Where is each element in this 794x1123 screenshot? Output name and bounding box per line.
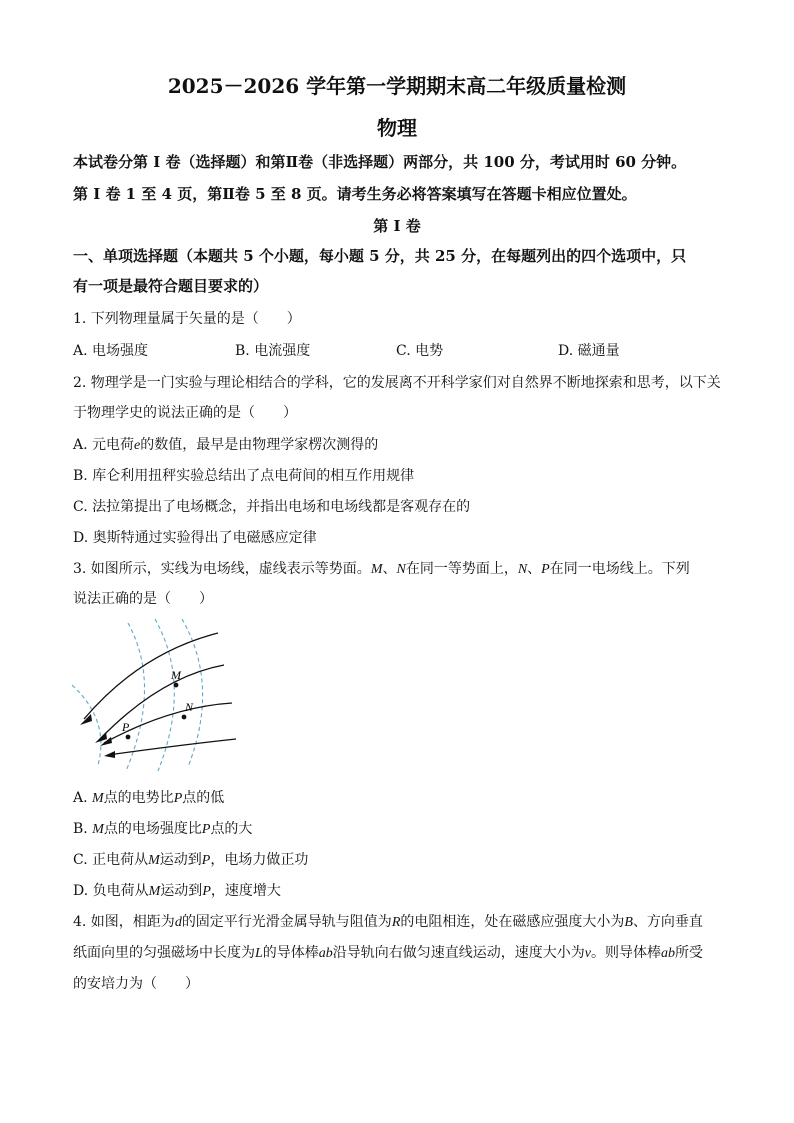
- q2-option-c: C. 法拉第提出了电场概念，并指出电场和电场线都是客观存在的: [73, 499, 471, 515]
- field-line: [100, 665, 224, 739]
- q4-stem-line-1: [73, 911, 703, 931]
- symbol-m: M: [148, 853, 160, 868]
- equipotential-line: [126, 623, 145, 771]
- q1-stem: 1. 下列物理量属于矢量的是（ ）: [73, 311, 301, 327]
- q4-text: 、方向垂直: [632, 914, 703, 930]
- q3-option-b-text-2: 点的电场强度比: [103, 821, 202, 837]
- q4-text: 4. 如图，相距为: [73, 914, 175, 930]
- label-n: N: [185, 700, 194, 714]
- arrowhead: [80, 714, 92, 725]
- symbol-b: B: [624, 915, 633, 930]
- field-lines: [84, 633, 236, 755]
- symbol-m: M: [370, 562, 383, 577]
- q3-text-a: 3. 如图所示，实线为电场线，虚线表示等势面。: [73, 561, 371, 577]
- q3-option-c: [73, 849, 308, 869]
- q4-text: 的导体棒: [262, 945, 319, 961]
- q3-option-d: [73, 880, 281, 900]
- q3-option-c-text-2: 运动到: [159, 852, 202, 868]
- q3-option-b-text-3: 点的大: [210, 821, 253, 837]
- point-n: [182, 715, 187, 720]
- symbol-m: M: [148, 884, 161, 899]
- q2-option-a-text-2: 的数值，最早是由物理学家楞次测得的: [140, 437, 379, 453]
- q4-stem-line-2: [73, 942, 703, 962]
- field-line-arrowheads: [80, 714, 115, 758]
- symbol-m: M: [92, 791, 104, 806]
- q3-option-a-text-3: 点的低: [182, 790, 225, 806]
- q4-text: 的电阻相连，处在磁感应强度大小为: [400, 914, 625, 930]
- section-heading-line-1: 一、单项选择题（本题共 5 个小题，每小题 5 分，共 25 分，在每题列出的四个选项中，只: [73, 247, 687, 265]
- q3-option-b: [73, 818, 252, 838]
- q2-stem-line-2: 于物理学史的说法正确的是（ ）: [73, 405, 297, 421]
- symbol-p: P: [173, 791, 183, 806]
- arrowhead: [104, 751, 115, 758]
- q2-option-a: [73, 434, 378, 454]
- q4-text: 的固定平行光滑金属导轨与阻值为: [181, 914, 392, 930]
- symbol-n: N: [396, 562, 406, 577]
- q3-option-d-text-3: ，速度增大: [210, 883, 281, 899]
- exam-title: 2025－2026 学年第一学期期末高二年级质量检测: [167, 74, 627, 98]
- symbol-n: N: [517, 562, 528, 577]
- symbol-ab: ab: [661, 946, 676, 961]
- q4-text: 所受: [675, 945, 704, 961]
- q1-option-a: A. 电场强度: [73, 343, 149, 359]
- field-line: [108, 739, 236, 755]
- q4-stem-line-3: 的安培力为（ ）: [73, 976, 199, 992]
- subject-title: 物理: [377, 116, 417, 140]
- q1-option-c: C. 电势: [396, 343, 444, 359]
- q4-text: 沿导轨向右做匀速直线运动，速度大小为: [332, 945, 585, 961]
- charge-e-symbol: e: [134, 438, 141, 453]
- symbol-p: P: [202, 884, 211, 899]
- equipotential-line: [72, 685, 101, 765]
- label-m: M: [171, 668, 181, 682]
- q3-text-d: 、: [527, 561, 542, 577]
- q3-text-c: 在同一等势面上，: [405, 561, 518, 577]
- point-p: [126, 735, 131, 740]
- q3-stem-line-2: 说法正确的是（ ）: [73, 591, 213, 607]
- part-label: 第 I 卷: [373, 217, 421, 235]
- label-p: P: [122, 720, 130, 734]
- q3-option-d-text-2: 运动到: [160, 883, 203, 899]
- q3-option-d-text: D. 负电荷从: [73, 883, 149, 899]
- q2-stem-line-1: 2. 物理学是一门实验与理论相结合的学科，它的发展离不开科学家们对自然界不断地探索和思考，以下关: [73, 375, 721, 391]
- q3-text-e: 在同一电场线上。下列: [549, 561, 690, 577]
- q3-option-a-text: A.: [73, 790, 93, 806]
- q2-option-a-text: A. 元电荷: [73, 437, 135, 453]
- q3-option-c-text: C. 正电荷从: [73, 852, 149, 868]
- q3-stem-line-1: [73, 558, 690, 578]
- point-m: [174, 683, 179, 688]
- q2-option-b: B. 库仑利用扭秤实验总结出了点电荷间的相互作用规律: [73, 468, 415, 484]
- q4-text: 纸面向里的匀强磁场中长度为: [73, 945, 255, 961]
- symbol-p: P: [541, 562, 550, 577]
- q3-option-a: [73, 787, 224, 807]
- symbol-ab: ab: [318, 946, 333, 961]
- symbol-v: v: [584, 946, 592, 961]
- q3-option-a-text-2: 点的电势比: [103, 790, 174, 806]
- electric-field-figure: [70, 615, 240, 775]
- q3-text-b: 、: [382, 561, 397, 577]
- field-line: [84, 633, 218, 719]
- symbol-p: P: [201, 853, 211, 868]
- symbol-d: d: [174, 915, 182, 930]
- symbol-r: R: [391, 915, 401, 930]
- section-heading-line-2: 有一项是最符合题目要求的）: [73, 277, 269, 295]
- q2-option-d: D. 奥斯特通过实验得出了电磁感应定律: [73, 530, 317, 546]
- symbol-p: P: [201, 822, 211, 837]
- intro-line-2: 第 I 卷 1 至 4 页，第Ⅱ卷 5 至 8 页。请考生务必将答案填写在答题卡相应位置处。: [73, 185, 637, 203]
- equipotential-lines: [72, 619, 203, 771]
- intro-line-1: 本试卷分第 I 卷（选择题）和第Ⅱ卷（非选择题）两部分，共 100 分，考试用时 60 分钟。: [73, 153, 687, 171]
- symbol-l: L: [255, 946, 263, 961]
- q4-text: 。则导体棒: [591, 945, 662, 961]
- q1-option-d: D. 磁通量: [558, 343, 620, 359]
- q3-option-b-text: B.: [73, 821, 93, 837]
- symbol-m: M: [92, 822, 104, 837]
- q3-option-c-text-3: ，电场力做正功: [210, 852, 309, 868]
- q1-option-b: B. 电流强度: [235, 343, 311, 359]
